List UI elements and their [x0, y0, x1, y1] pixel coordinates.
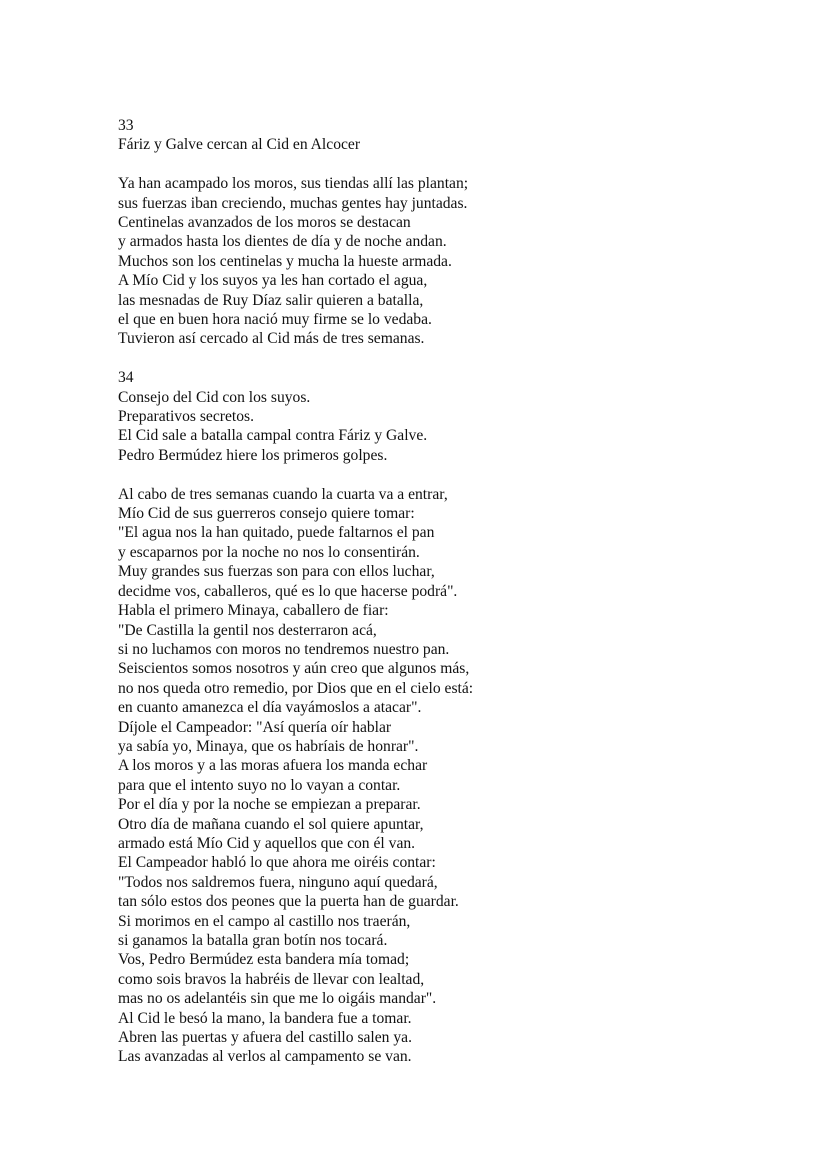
- verse-line: el que en buen hora nació muy firme se lo vedaba.: [118, 311, 432, 329]
- verse-line: Mío Cid de sus guerreros consejo quiere tomar:: [118, 505, 415, 523]
- verse-line: Al Cid le besó la mano, la bandera fue a tomar.: [118, 1009, 412, 1027]
- section-number: 33: [118, 117, 134, 134]
- verse-line: Vos, Pedro Bermúdez esta bandera mía tomad;: [118, 951, 410, 969]
- verse-line: mas no os adelantéis sin que me lo oigáis mandar".: [118, 990, 437, 1008]
- verse-line: en cuanto amanezca el día vayámoslos a atacar".: [118, 699, 422, 717]
- verse-line: Tuvieron así cercado al Cid más de tres semanas.: [118, 330, 425, 348]
- verse-line: si ganamos la batalla gran botín nos tocará.: [118, 932, 388, 950]
- verse-line: "De Castilla la gentil nos desterraron acá,: [118, 621, 377, 639]
- verse-line: "El agua nos la han quitado, puede faltarnos el pan: [118, 524, 435, 542]
- verse-line: Al cabo de tres semanas cuando la cuarta va a entrar,: [118, 485, 448, 503]
- verse-line: ya sabía yo, Minaya, que os habríais de honrar".: [118, 737, 419, 755]
- verse-line: Muchos son los centinelas y mucha la hueste armada.: [118, 252, 452, 270]
- section-title: Pedro Bermúdez hiere los primeros golpes.: [118, 446, 388, 464]
- verse-line: y armados hasta los dientes de día y de noche andan.: [118, 233, 447, 251]
- verse-line: decidme vos, caballeros, qué es lo que hacerse podrá".: [118, 582, 458, 600]
- verse-line: las mesnadas de Ruy Díaz salir quieren a batalla,: [118, 291, 424, 309]
- verse-line: Seiscientos somos nosotros y aún creo que algunos más,: [118, 660, 470, 678]
- verse-line: "Todos nos saldremos fuera, ninguno aquí quedará,: [118, 873, 438, 891]
- section-title: El Cid sale a batalla campal contra Fáriz y Galve.: [118, 427, 428, 445]
- section-34: [118, 368, 808, 1067]
- verse-line: Por el día y por la noche se empiezan a preparar.: [118, 796, 421, 814]
- verse-line: Abren las puertas y afuera del castillo salen ya.: [118, 1029, 412, 1047]
- verse-line: como sois bravos la habréis de llevar con lealtad,: [118, 970, 425, 988]
- verse-line: tan sólo estos dos peones que la puerta han de guardar.: [118, 893, 459, 911]
- verse-line: y escaparnos por la noche no nos lo consentirán.: [118, 543, 420, 561]
- blank-line: [118, 349, 808, 368]
- verse-line: A los moros y a las moras afuera los manda echar: [118, 757, 428, 775]
- verse-line: Si morimos en el campo al castillo nos traerán,: [118, 912, 411, 930]
- section-title: Preparativos secretos.: [118, 408, 254, 426]
- section-33: [118, 116, 808, 349]
- verse-line: El Campeador habló lo que ahora me oiréis contar:: [118, 854, 436, 872]
- blank-line: [118, 155, 808, 174]
- verse-line: Habla el primero Minaya, caballero de fiar:: [118, 602, 389, 620]
- verse-line: para que el intento suyo no lo vayan a contar.: [118, 776, 401, 794]
- verse-line: si no luchamos con moros no tendremos nuestro pan.: [118, 640, 450, 658]
- verse-line: Centinelas avanzados de los moros se destacan: [118, 214, 411, 232]
- section-title: Fáriz y Galve cercan al Cid en Alcocer: [118, 136, 361, 154]
- verse-line: Otro día de mañana cuando el sol quiere apuntar,: [118, 815, 424, 833]
- verse-line: Muy grandes sus fuerzas son para con ellos luchar,: [118, 563, 435, 581]
- section-title: Consejo del Cid con los suyos.: [118, 388, 311, 406]
- section-number: 34: [118, 369, 134, 387]
- verse-line: Las avanzadas al verlos al campamento se van.: [118, 1048, 412, 1066]
- verse-line: Díjole el Campeador: "Así quería oír hablar: [118, 718, 392, 736]
- verse-line: no nos queda otro remedio, por Dios que en el cielo está:: [118, 679, 474, 697]
- verse-line: Ya han acampado los moros, sus tiendas allí las plantan;: [118, 175, 469, 193]
- verse-line: armado está Mío Cid y aquellos que con él van.: [118, 834, 416, 852]
- document-page: [118, 116, 808, 1067]
- verse-line: sus fuerzas iban creciendo, muchas gentes hay juntadas.: [118, 194, 468, 212]
- verse-line: A Mío Cid y los suyos ya les han cortado el agua,: [118, 272, 428, 290]
- blank-line: [118, 465, 808, 484]
